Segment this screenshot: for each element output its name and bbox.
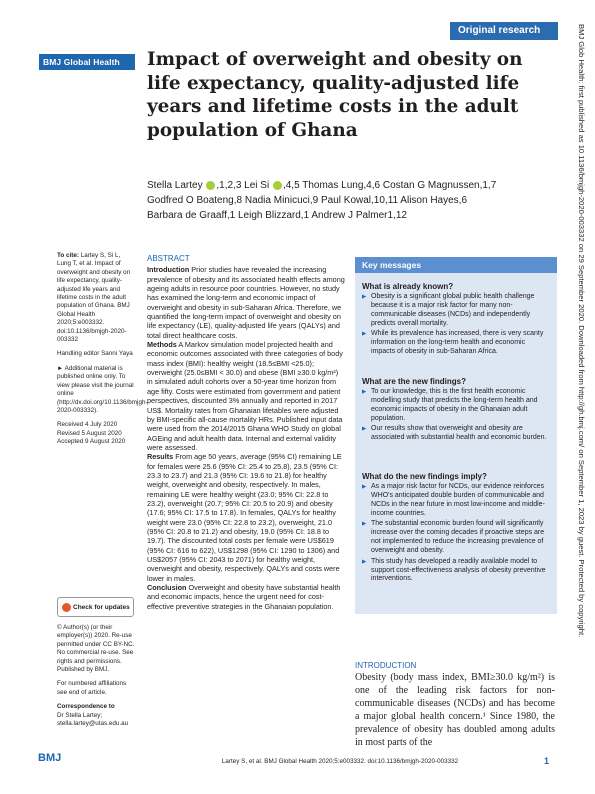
- revised-date: Revised 5 August 2020: [57, 429, 122, 437]
- introduction-heading: INTRODUCTION: [355, 661, 417, 670]
- list-item: ▶ Our results show that overweight and obesity are associated with substantial health and economic burden.: [362, 425, 550, 443]
- accepted-date: Accepted 9 August 2020: [57, 438, 126, 446]
- side-download-notice: BMJ Glob Health: first published as 10.1136/bmjgh-2020-003332 on 29 September 2020. Downloaded from http://gh.bmj.com/ on September 1, 2023 by guest. Protected by copyright.: [577, 24, 586, 638]
- bmj-footer-logo: BMJ: [38, 752, 62, 764]
- cite-label: To cite:: [57, 252, 79, 259]
- handling-editor: Handling editor Sanni Yaya: [57, 350, 133, 358]
- sidebar-lower: [57, 624, 135, 728]
- additional-material-note[interactable]: ► Additional material is published online only. To view please visit the journal online (http://dx.doi.org/10.1136/bmjgh-2020-003332).: [57, 364, 148, 414]
- received-date: Received 4 July 2020: [57, 421, 118, 429]
- copyright-note: © Author(s) (or their employer(s)) 2020. Re-use permitted under CC BY-NC. No commercial re-use. See rights and permissions. Published by BMJ.: [57, 624, 135, 674]
- key-list-known: [362, 293, 550, 359]
- footer-citation: Lartey S, et al. BMJ Global Health 2020;5:e003332. doi:10.1136/bmjgh-2020-003332: [221, 758, 459, 765]
- list-item: ▶ As a major risk factor for NCDs, our evidence reinforces WHO's anticipated double burden of communicable and NCDs in the near future in most low-income and middle-income countries.: [362, 483, 550, 518]
- article-info-sidebar: [57, 252, 148, 453]
- key-messages-heading: Key messages: [355, 257, 557, 273]
- conclusion-label: Conclusion: [147, 583, 187, 593]
- list-item: ▶ The substantial economic burden found will significantly increase over the coming decades if proactive steps are not implemented to reduce the increasing prevalence of overweight and obesity.: [362, 520, 550, 555]
- affiliations-note: For numbered affiliations see end of article.: [57, 680, 127, 696]
- section-tag: Original research: [450, 22, 558, 40]
- abstract-heading: ABSTRACT: [147, 254, 190, 263]
- orcid-icon[interactable]: [273, 181, 282, 190]
- correspondence-name: Dr Stella Lartey;: [57, 711, 103, 719]
- intro-label: Introduction: [147, 265, 190, 275]
- key-question-new: What are the new findings?: [362, 377, 467, 386]
- key-list-imply: [362, 483, 550, 586]
- list-item: ▶ To our knowledge, this is the first health economic modelling study that predicts the long-term health and economic impacts of obesity in the Ghanaian adult population.: [362, 388, 550, 423]
- list-item: ▶ Obesity is a significant global public health challenge because it is a major risk factor for many non-communicable diseases (NCDs) and independently predicts overall mortality.: [362, 293, 550, 328]
- update-icon: [62, 603, 71, 612]
- list-item: ▶ While its prevalence has increased, there is very scanty information on the long-term health and economic impacts of obesity in sub-Saharan Africa.: [362, 330, 550, 357]
- key-question-known: What is already known?: [362, 282, 454, 291]
- author-name: ,4,5 Thomas Lung,4,6 Costan G Magnussen,1,7: [282, 180, 497, 191]
- results-label: Results: [147, 452, 174, 462]
- key-question-imply: What do the new findings imply?: [362, 472, 487, 481]
- abstract: [147, 254, 345, 611]
- article-title: Impact of overweight and obesity on life expectancy, quality-adjusted life years and lifetime costs in the adult population of Ghana: [147, 49, 523, 141]
- correspondence-label: Correspondence to: [57, 703, 115, 711]
- methods-text: A Markov simulation model projected health and economic outcomes associated with three categories of body mass index (BMI): healthy weight (18.5≤BMI <25.0); overweight (25.0≤BMI < 30.0) and obese (BMI ≥30.0 kg/m²) in simulated adult cohorts over a 50-year time horizon from age fifty. Costs were estimated from government and patient perspectives, discounted 3% annually and reported in 2017 US$. Mortality rates from Ghanaian lifetables were adjusted by BMI-specific all-cause mortality HRs. Published input data were used from the 2014/2015 Ghana WHO Study on global AGEing and adult health data. Internal and external validity were assessed.: [147, 340, 343, 452]
- conclusion-text: Overweight and obesity have substantial health and economic impacts, hence the urgent need for cost-effective preventive strategies in the Ghanaian population.: [147, 583, 341, 611]
- journal-brand-logo: BMJ Global Health: [39, 54, 135, 70]
- results-text: From age 50 years, average (95% CI) remaining LE for females were 25.6 (95% CI: 25.4 to 25.8), 23.5 (95% CI: 23.3 to 23.7) and 21.3 (95% CI: 19.6 to 21.8) for healthy weight, overweight and obesity, respectively. In males, remaining LE were healthy weight (23.0; 95% CI: 22.8 to 23.2), overweight (20.7; 95% CI: 20.5 to 20.9) and obesity (17.6; 95% CI: 17.5 to 17.8). In females, QALYs for healthy weight were 23.0 (95% CI: 22.8 to 23.2), overweight, 21.0 (95% CI: 20.8 to 21.2) and obesity, 19.0 (95% CI: 18.8 to 19.7). The discounted total costs per female were US$619 (95% CI: 616 to 622), US$1298 (95% CI: 1290 to 1306) and US$2057 (95% CI: 2043 to 2071) for healthy weight, overweight and obesity, respectively. QALYs and costs were lower in males.: [147, 452, 342, 583]
- author-name: Stella Lartey: [147, 180, 203, 191]
- orcid-icon[interactable]: [206, 181, 215, 190]
- cite-text: Lartey S, Si L, Lung T, et al. Impact of overweight and obesity on life expectancy, quality-adjusted life years and lifetime costs in the adult population of Ghana. BMJ Global Health 2020;5:e003332. doi:10.1136/bmjgh-2020-003332: [57, 252, 131, 344]
- check-updates-label: Check for updates: [73, 604, 130, 612]
- author-name: Godfred O Boateng,8 Nadia Minicuci,9 Paul Kowal,10,11 Alison Hayes,6: [147, 195, 467, 206]
- methods-label: Methods: [147, 340, 177, 350]
- check-for-updates-button[interactable]: [57, 597, 134, 617]
- page-number: 1: [544, 756, 550, 766]
- key-list-new: [362, 388, 550, 445]
- author-list: [147, 178, 547, 223]
- author-name: ,1,2,3 Lei Si: [216, 180, 270, 191]
- introduction-text: Obesity (body mass index, BMI≥30.0 kg/m²) is one of the leading risk factors for non-communicable diseases (NCDs) and has become a major global health concern.¹ Since 1980, the prevalence of obesity has doubled among adults in most parts of the: [355, 672, 555, 748]
- intro-text: Prior studies have revealed the increasing prevalence of obesity and its associated health effects among ageing adults in resource poor countries. However, no study has examined the long-term and economic impact of overweight and obesity in sub-Saharan Africa. Therefore, we quantified the long-term impact of overweight and obesity on life expectancy (LE), quality-adjusted life years (QALYs) and total direct healthcare costs.: [147, 265, 345, 340]
- correspondence-email[interactable]: stella.lartey@utas.edu.au: [57, 720, 129, 728]
- author-name: Barbara de Graaff,1 Leigh Blizzard,1 Andrew J Palmer1,12: [147, 210, 407, 221]
- list-item: ▶ This study has developed a readily available model to support cost-effectiveness analysis of obesity preventive interventions.: [362, 558, 550, 585]
